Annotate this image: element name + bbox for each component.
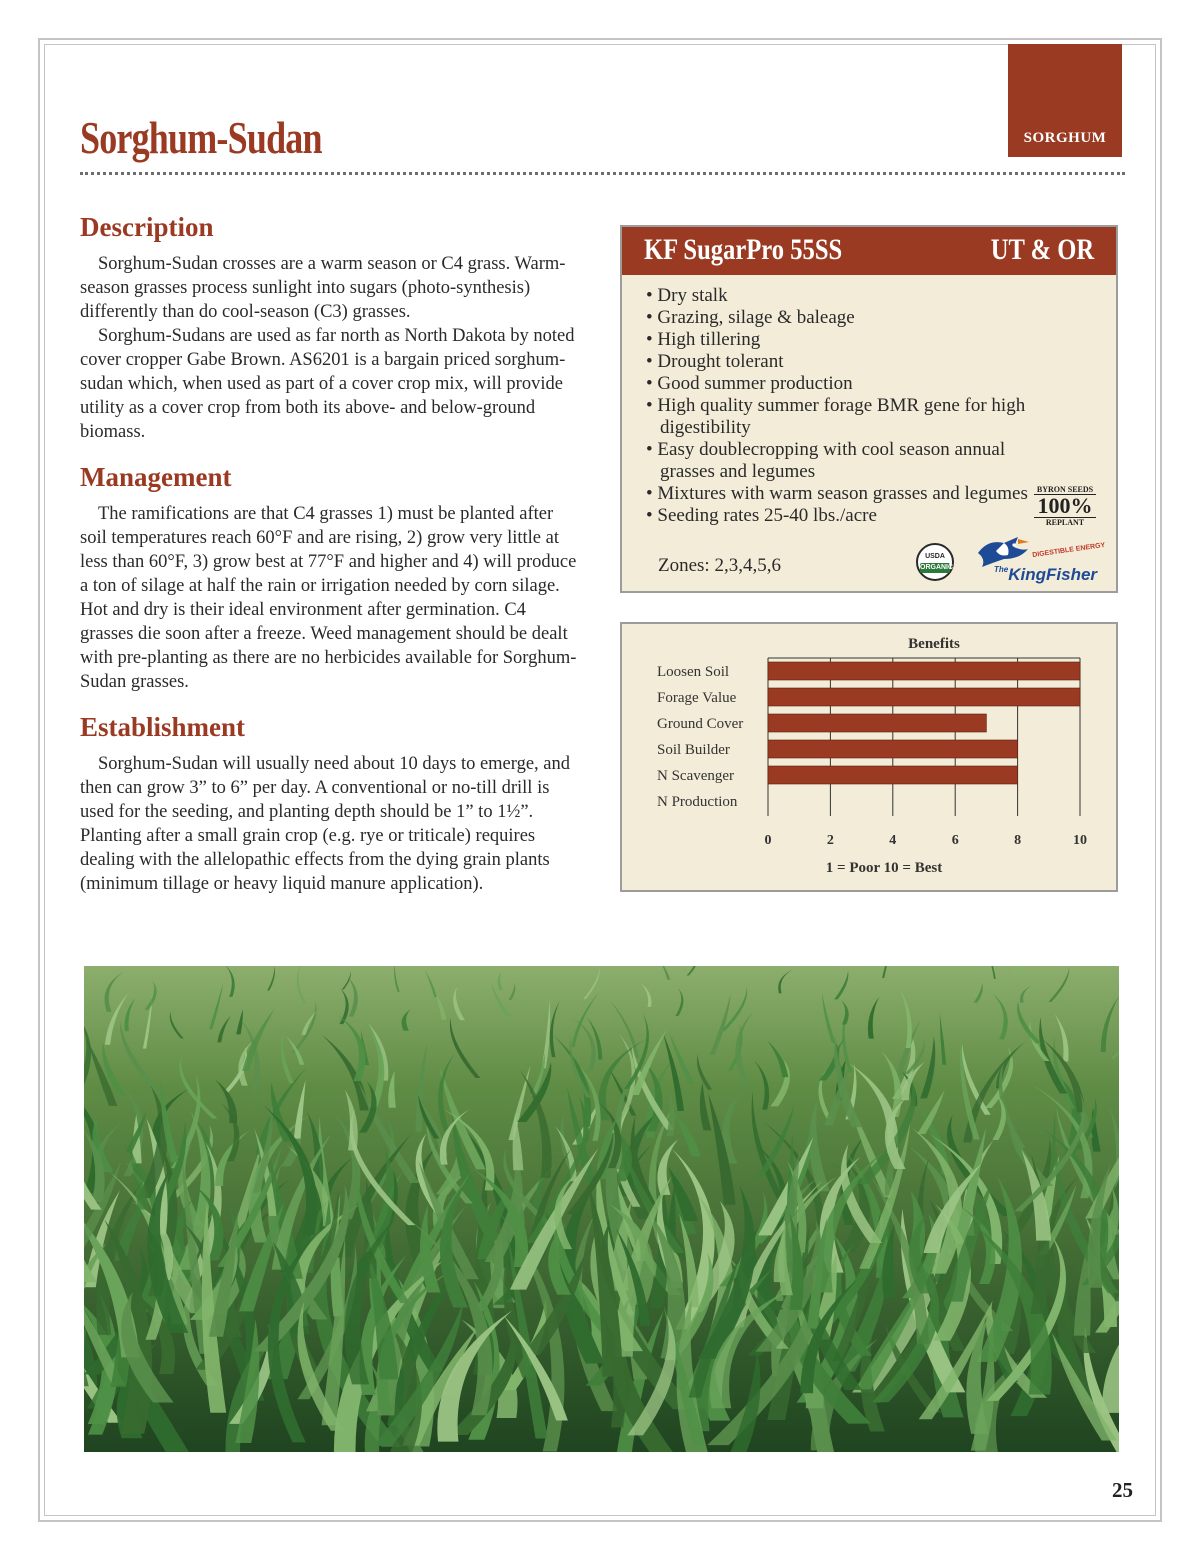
chart-bar xyxy=(768,740,1018,758)
chart-tick-label: 0 xyxy=(764,833,772,848)
feature-list xyxy=(622,285,1046,527)
section-heading: Description xyxy=(80,212,214,242)
kingfisher-logo xyxy=(994,565,1097,585)
product-name: KF SugarPro 55SS xyxy=(644,233,843,266)
kingfisher-tagline: DIGESTIBLE ENERGY xyxy=(1031,541,1106,560)
chart-category-label: N Scavenger xyxy=(657,768,735,784)
field-image xyxy=(84,966,1119,1452)
section-paragraph: Sorghum-Sudan will usually need about 10 days to emerge, and then can grow 3” to 6” per day. A conventional or no-till drill is used for the seeding, and planting depth should be 1” to 1½”. Planting after a small grain crop (e.g. rye or triticale) requires dealing with the allelopathic effects from the dying grain plants (minimum tillage or heavy liquid manure application). xyxy=(80,754,571,894)
feature-item: • Drought tolerant xyxy=(646,351,1046,373)
feature-item: • Dry stalk xyxy=(646,285,1046,307)
feature-item: • High tillering xyxy=(646,329,1046,351)
byron-logo-percent: 100% xyxy=(1037,493,1093,518)
kingfisher-prefix: The xyxy=(994,565,1009,574)
page-number: 25 xyxy=(1112,1478,1133,1502)
benefits-chart xyxy=(620,622,1118,892)
section-description xyxy=(80,210,580,444)
chart-category-label: Ground Cover xyxy=(657,716,744,732)
section-paragraph: Sorghum-Sudan crosses are a warm season or C4 grass. Warm-season grasses process sunlight into sugars (photo-synthesis) differently than do cool-season (C3) grasses. xyxy=(80,254,566,322)
chart-tick-label: 6 xyxy=(951,833,959,848)
byron-replant-logo xyxy=(1034,485,1096,527)
chart-title: Benefits xyxy=(908,636,960,652)
usda-seal-top: USDA xyxy=(925,553,945,560)
section-paragraph: Sorghum-Sudans are used as far north as North Dakota by noted cover cropper Gabe Brown. AS6201 is a bargain priced sorghum-sudan which, when used as part of a cover crop mix, will provide utility as a cover crop from both its above- and below-ground biomass. xyxy=(80,326,575,442)
chart-category-label: N Production xyxy=(657,794,738,810)
section-management xyxy=(80,460,580,694)
chart-bar xyxy=(768,714,986,732)
dotted-divider xyxy=(80,172,1125,175)
product-box xyxy=(620,225,1118,593)
zones-text: Zones: 2,3,4,5,6 xyxy=(658,555,781,576)
section-heading: Establishment xyxy=(80,712,246,742)
feature-item: • Easy doublecropping with cool season annual grasses and legumes xyxy=(646,439,1046,483)
chart-x-label: 1 = Poor 10 = Best xyxy=(825,860,943,876)
page-title: Sorghum-Sudan xyxy=(80,113,322,163)
chart-bar xyxy=(768,688,1080,706)
feature-item: • Seeding rates 25-40 lbs./acre xyxy=(646,505,1046,527)
feature-item: • Mixtures with warm season grasses and legumes xyxy=(646,483,1046,505)
category-tab-label: SORGHUM xyxy=(1023,130,1107,146)
product-region: UT & OR xyxy=(990,233,1094,266)
feature-item: • Grazing, silage & baleage xyxy=(646,307,1046,329)
kingfisher-name: KingFisher xyxy=(1008,565,1098,584)
section-establishment xyxy=(80,710,580,896)
benefits-chart-svg xyxy=(622,624,1116,890)
byron-logo-bottom: REPLANT xyxy=(1034,517,1096,527)
chart-tick-label: 4 xyxy=(889,833,897,848)
chart-bar xyxy=(768,766,1018,784)
chart-category-label: Forage Value xyxy=(657,690,737,706)
byron-logo-top: BYRON SEEDS xyxy=(1034,485,1096,495)
chart-bar xyxy=(768,662,1080,680)
text-column xyxy=(80,210,580,912)
section-heading: Management xyxy=(80,462,232,492)
usda-organic-seal-icon xyxy=(916,543,954,581)
chart-category-label: Loosen Soil xyxy=(657,664,730,680)
usda-seal-bottom: ORGANIC xyxy=(920,564,954,571)
chart-category-label: Soil Builder xyxy=(657,742,730,758)
chart-tick-label: 8 xyxy=(1014,833,1022,848)
chart-tick-label: 10 xyxy=(1073,833,1087,848)
kingfisher-bird-icon xyxy=(974,533,1030,569)
category-tab xyxy=(1008,44,1122,157)
feature-item: • High quality summer forage BMR gene for high digestibility xyxy=(646,395,1046,439)
feature-item: • Good summer production xyxy=(646,373,1046,395)
sorghum-field-photo xyxy=(84,966,1119,1452)
product-header xyxy=(622,227,1116,275)
chart-tick-label: 2 xyxy=(826,833,834,848)
section-paragraph: The ramifications are that C4 grasses 1) must be planted after soil temperatures reach 60°F and are rising, 2) grow very little at less than 60°F, 3) grow best at 77°F and higher and 4) will produce a ton of silage at half the rain or irrigation needed by corn silage. Hot and dry is their ideal environment after germination. C4 grasses die soon after a freeze. Weed management should be dealt with pre-planting as there are no herbicides available for Sorghum-Sudan grasses. xyxy=(80,504,577,692)
